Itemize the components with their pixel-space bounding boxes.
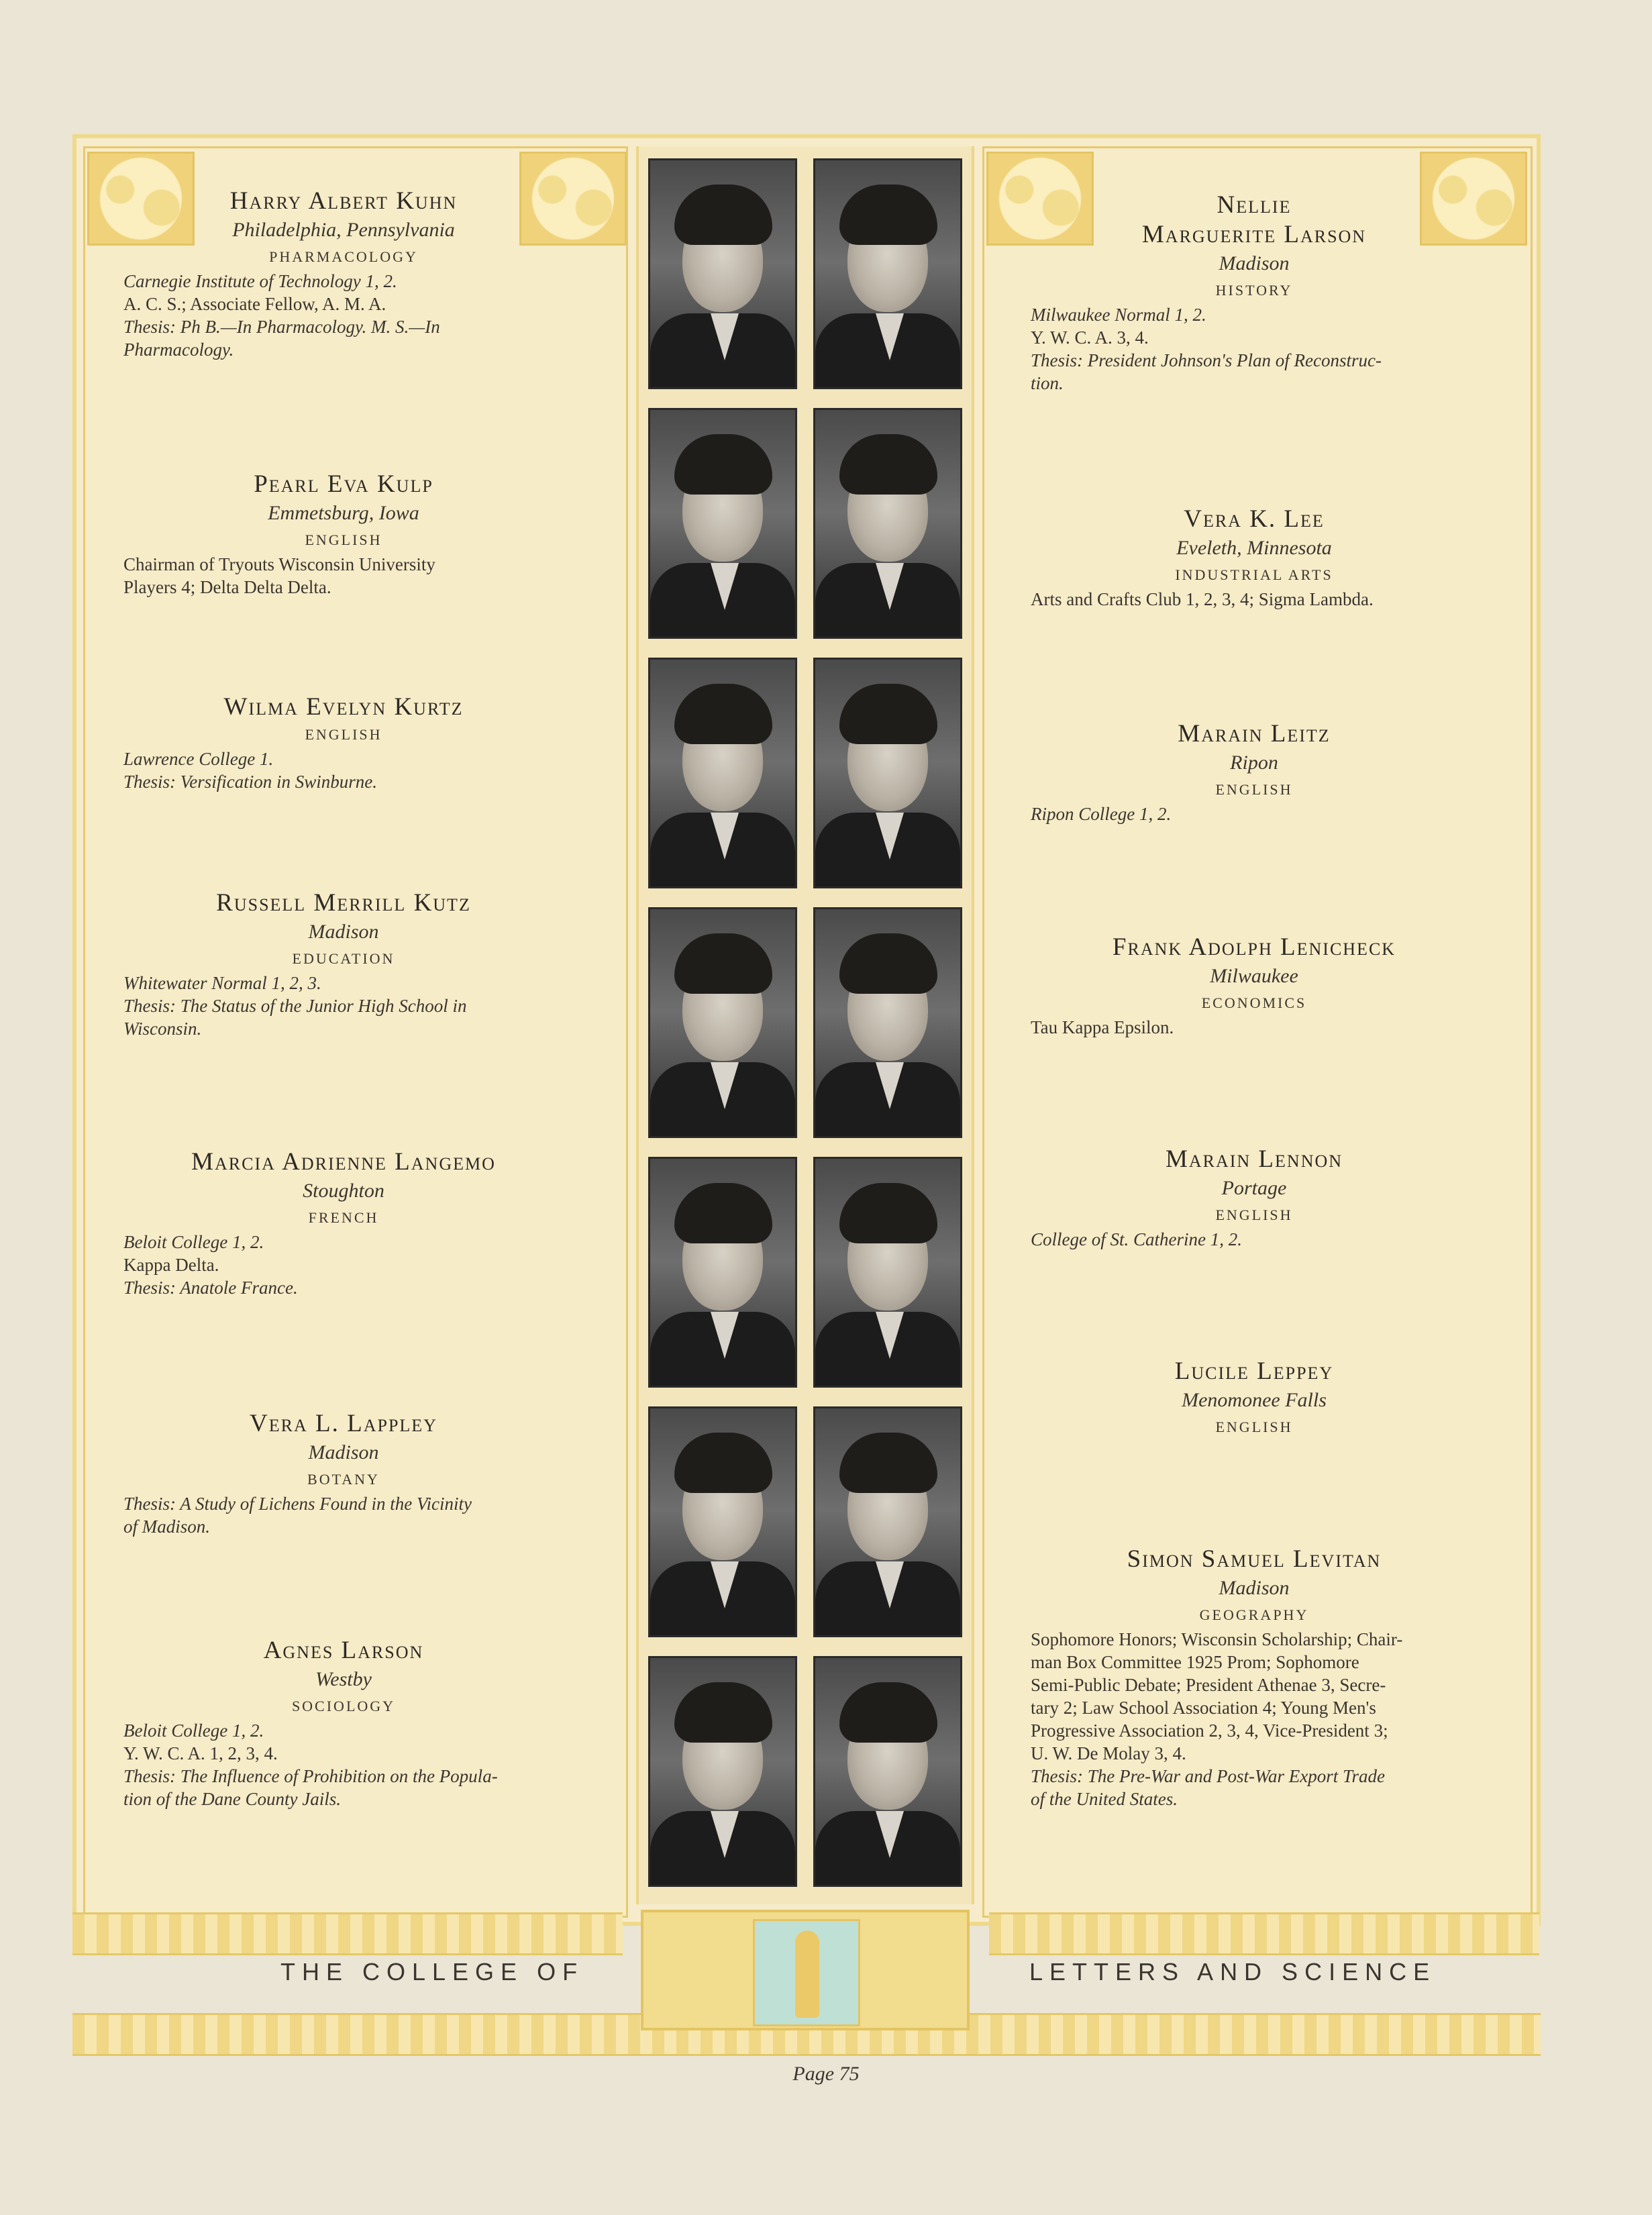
student-activity-line: Thesis: Ph B.—In Pharmacology. M. S.—In — [123, 317, 440, 337]
portrait-photo — [813, 1157, 962, 1388]
student-department: HISTORY — [1215, 282, 1293, 299]
student-activity-line: Thesis: The Influence of Prohibition on the Popula- — [123, 1766, 498, 1786]
student-hometown: Madison — [1219, 252, 1290, 274]
student-hometown: Eveleth, Minnesota — [1176, 537, 1332, 559]
student-hometown: Emmetsburg, Iowa — [268, 502, 419, 524]
student-activity-line: Players 4; Delta Delta Delta. — [123, 577, 331, 597]
seal-emblem — [641, 1910, 970, 2030]
student-entry — [1031, 1357, 1478, 1440]
student-name: Frank Adolph Lenicheck — [1112, 933, 1396, 961]
student-name: Nellie — [1217, 191, 1292, 219]
student-activity-line: U. W. De Molay 3, 4. — [1031, 1743, 1186, 1763]
portrait-photo — [813, 158, 962, 389]
student-entry — [1031, 505, 1478, 611]
student-activity-line: Thesis: The Status of the Junior High School in — [123, 996, 467, 1016]
student-activity-line: College of St. Catherine 1, 2. — [1031, 1229, 1242, 1249]
student-name: Harry Albert Kuhn — [229, 187, 458, 215]
student-entry — [1031, 191, 1478, 395]
student-activity-line: Beloit College 1, 2. — [123, 1720, 264, 1741]
footer-right-label: LETTERS AND SCIENCE — [1029, 1958, 1437, 1986]
student-name: Agnes Larson — [263, 1637, 424, 1664]
student-name: Marain Lennon — [1165, 1145, 1343, 1173]
student-department: SOCIOLOGY — [291, 1698, 396, 1714]
student-hometown: Ripon — [1230, 752, 1278, 774]
portrait-photo — [648, 1406, 797, 1637]
portrait-photo — [813, 1656, 962, 1887]
student-entry — [1031, 933, 1478, 1039]
student-activity-line: Ripon College 1, 2. — [1031, 804, 1172, 824]
portrait-hair — [839, 1433, 937, 1493]
student-hometown: Stoughton — [303, 1180, 384, 1202]
portrait-hair — [674, 1433, 772, 1493]
student-hometown: Menomonee Falls — [1182, 1389, 1327, 1411]
portrait-photo — [813, 658, 962, 888]
portrait-photo — [648, 1157, 797, 1388]
student-activity-line: tion. — [1031, 373, 1064, 393]
student-entry — [123, 888, 564, 1040]
portrait-hair — [674, 1682, 772, 1743]
student-entry — [123, 692, 564, 793]
student-activity-line: tary 2; Law School Association 4; Young Men's — [1031, 1698, 1376, 1718]
portrait-hair — [674, 434, 772, 495]
student-department: BOTANY — [307, 1471, 380, 1488]
footer-left-label: THE COLLEGE OF — [280, 1958, 584, 1986]
student-department: ENGLISH — [1215, 1206, 1293, 1223]
portrait-hair — [674, 185, 772, 245]
portrait-photo — [648, 907, 797, 1138]
student-entry — [123, 470, 564, 599]
student-department: ENGLISH — [305, 531, 382, 548]
student-activity-line: tion of the Dane County Jails. — [123, 1789, 341, 1809]
student-activity-line: Thesis: A Study of Lichens Found in the Vicinity — [123, 1494, 472, 1514]
portrait-photo — [648, 408, 797, 639]
student-department: EDUCATION — [292, 950, 395, 967]
student-activity-line: Wisconsin. — [123, 1019, 202, 1039]
student-hometown: Philadelphia, Pennsylvania — [232, 219, 455, 241]
portrait-hair — [839, 684, 937, 744]
student-activity-line: Kappa Delta. — [123, 1255, 219, 1275]
portrait-hair — [674, 1183, 772, 1243]
student-department: GEOGRAPHY — [1199, 1606, 1309, 1623]
student-activity-line: Whitewater Normal 1, 2, 3. — [123, 973, 321, 993]
student-name: Lucile Leppey — [1174, 1357, 1334, 1385]
student-activity-line: Pharmacology. — [123, 340, 234, 360]
portrait-photo — [813, 907, 962, 1138]
portrait-hair — [839, 185, 937, 245]
student-activity-line: Progressive Association 2, 3, 4, Vice-President 3; — [1031, 1720, 1388, 1741]
student-name: Marain Leitz — [1178, 720, 1331, 748]
portrait-hair — [839, 1183, 937, 1243]
student-activity-line: man Box Committee 1925 Prom; Sophomore — [1031, 1652, 1359, 1672]
student-entry — [1031, 1145, 1478, 1251]
portrait-hair — [839, 1682, 937, 1743]
student-entry — [123, 1409, 564, 1538]
student-name: Pearl Eva Kulp — [254, 470, 433, 498]
student-department: ECONOMICS — [1201, 994, 1307, 1011]
ornament-band — [989, 1912, 1539, 1955]
student-entry — [123, 187, 564, 361]
student-department: INDUSTRIAL ARTS — [1175, 566, 1333, 583]
student-activity-line: Beloit College 1, 2. — [123, 1232, 264, 1252]
student-department: ENGLISH — [305, 726, 382, 743]
student-hometown: Portage — [1221, 1177, 1287, 1199]
ornament-band — [72, 1912, 623, 1955]
figure-icon — [753, 1919, 860, 2026]
student-activity-line: A. C. S.; Associate Fellow, A. M. A. — [123, 294, 386, 314]
student-department: ENGLISH — [1215, 781, 1293, 798]
student-hometown: Madison — [308, 1441, 379, 1463]
portrait-hair — [839, 434, 937, 495]
student-department: FRENCH — [308, 1209, 379, 1226]
student-activity-line: Tau Kappa Epsilon. — [1031, 1017, 1174, 1037]
student-activity-line: Arts and Crafts Club 1, 2, 3, 4; Sigma Lambda. — [1031, 589, 1374, 609]
portrait-photo — [648, 1656, 797, 1887]
portrait-photo — [813, 1406, 962, 1637]
student-activity-line: Thesis: Versification in Swinburne. — [123, 772, 377, 792]
student-department: ENGLISH — [1215, 1419, 1293, 1435]
student-activity-line: of the United States. — [1031, 1789, 1178, 1809]
student-hometown: Milwaukee — [1210, 965, 1298, 987]
student-hometown: Madison — [308, 921, 379, 943]
student-entry — [123, 1636, 564, 1810]
portrait-photo — [813, 408, 962, 639]
portrait-hair — [839, 933, 937, 994]
student-department: PHARMACOLOGY — [269, 248, 418, 265]
portrait-hair — [674, 933, 772, 994]
student-name: Vera L. Lappley — [250, 1410, 437, 1437]
student-name: Marguerite Larson — [1141, 221, 1367, 248]
student-activity-line: Y. W. C. A. 1, 2, 3, 4. — [123, 1743, 278, 1763]
student-name: Vera K. Lee — [1184, 505, 1325, 533]
student-activity-line: Y. W. C. A. 3, 4. — [1031, 327, 1149, 348]
student-entry — [1031, 719, 1478, 825]
student-activity-line: Semi-Public Debate; President Athenae 3, Secre- — [1031, 1675, 1386, 1695]
portrait-hair — [674, 684, 772, 744]
student-activity-line: Thesis: The Pre-War and Post-War Export Trade — [1031, 1766, 1386, 1786]
student-activity-line: Thesis: Anatole France. — [123, 1278, 298, 1298]
student-entry — [1031, 1545, 1478, 1810]
student-activity-line: Carnegie Institute of Technology 1, 2. — [123, 271, 397, 291]
student-name: Wilma Evelyn Kurtz — [223, 693, 464, 721]
student-activity-line: Chairman of Tryouts Wisconsin University — [123, 554, 435, 574]
student-hometown: Westby — [315, 1668, 372, 1690]
student-name: Marcia Adrienne Langemo — [191, 1148, 496, 1176]
page-number: Page 75 — [792, 2063, 860, 2085]
student-activity-line: of Madison. — [123, 1516, 211, 1537]
student-name: Russell Merrill Kutz — [216, 889, 471, 917]
student-name: Simon Samuel Levitan — [1127, 1545, 1382, 1573]
student-activity-line: Thesis: President Johnson's Plan of Reconstruc- — [1031, 350, 1382, 370]
student-activity-line: Sophomore Honors; Wisconsin Scholarship; Chair- — [1031, 1629, 1403, 1649]
student-activity-line: Milwaukee Normal 1, 2. — [1031, 305, 1206, 325]
student-entry — [123, 1147, 564, 1299]
portrait-photo — [648, 158, 797, 389]
portrait-photo — [648, 658, 797, 888]
student-hometown: Madison — [1219, 1577, 1290, 1599]
student-activity-line: Lawrence College 1. — [123, 749, 274, 769]
